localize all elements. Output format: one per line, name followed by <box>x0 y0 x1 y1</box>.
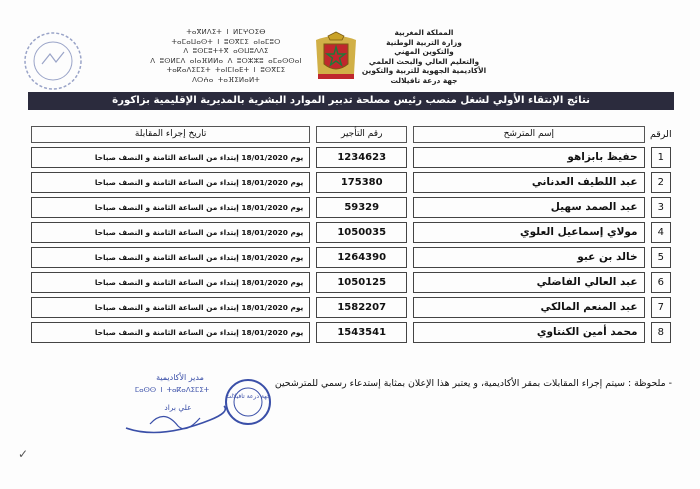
row-num: 3 <box>651 197 671 218</box>
header-name <box>410 126 647 143</box>
header-tifinagh-line: ⵜⴰⵎⴰⵡⴰⵙⵜ ⵏ ⵓⵙⴳⵎⵉ ⴰⵏⴰⵎⵓⵔ <box>171 37 281 46</box>
row-date: يوم 18/01/2020 إبتداء من الساعة الثامنة و النصف صباحا <box>31 147 310 168</box>
row-reg: 1543541 <box>316 322 407 343</box>
row-num: 7 <box>651 297 671 318</box>
table-row <box>28 247 674 268</box>
row-date: يوم 18/01/2020 إبتداء من الساعة الثامنة و النصف صباحا <box>31 222 310 243</box>
row-date: يوم 18/01/2020 إبتداء من الساعة الثامنة و النصف صباحا <box>31 247 310 268</box>
stamp-ring-text: جهة درعة تافيلالت <box>225 393 271 400</box>
row-name: عبد المنعم المالكي <box>413 297 644 318</box>
row-date: يوم 18/01/2020 إبتداء من الساعة الثامنة و النصف صباحا <box>31 197 310 218</box>
header-tifinagh-line: ⵜⴰⴽⴰⴷⵉⵎⵉⵜ ⵜⴰⵏⵎⵏⴰⴹⵜ ⵏ ⵓⵙⴳⵎⵉ <box>166 66 286 75</box>
header-arabic-line: وزارة التربية الوطنية <box>386 37 462 47</box>
table-row <box>28 147 674 168</box>
header-reg <box>313 126 410 143</box>
row-num: 1 <box>651 147 671 168</box>
row-num: 6 <box>651 272 671 293</box>
row-date: يوم 18/01/2020 إبتداء من الساعة الثامنة و النصف صباحا <box>31 272 310 293</box>
table-row <box>28 272 674 293</box>
header-arabic-line: الأكاديمية الجهوية للتربية والتكوين <box>361 66 487 76</box>
row-reg: 1234623 <box>316 147 407 168</box>
header-arabic-line: والتعليم العالي والبحث العلمي <box>368 56 480 66</box>
footnote: - ملحوظة : سيتم إجراء المقابلات بمقر الأكاديمية، و يعتبر هذا الإعلان بمثابة إستدعاء رسمي للمترشحين <box>274 378 672 389</box>
row-name: عبد العالي الفاضلي <box>413 272 644 293</box>
header-arabic-line: جهة درعة تافيلالت <box>390 75 458 85</box>
row-name: عبد اللطيف العدناني <box>413 172 644 193</box>
stamp-line: علي براد <box>164 403 192 412</box>
header-arabic-line: والتكوين المهني <box>394 47 454 57</box>
row-num: 4 <box>651 222 671 243</box>
row-reg: 175380 <box>316 172 407 193</box>
row-reg: 1050035 <box>316 222 407 243</box>
row-reg: 1264390 <box>316 247 407 268</box>
header-date <box>28 126 313 143</box>
header-date-label: تاريخ إجراء المقابلة <box>31 126 310 143</box>
header-tifinagh-line: ⴷ ⵓⵙⵍⵎⴷ ⴰⵏⴰⴼⵍⵍⴰ ⴷ ⵓⵔⵣⵣⵓ ⴰⵎⴰⵙⵙⴰⵏ <box>150 56 302 65</box>
header-name-label: إسم المترشح <box>413 126 644 143</box>
row-date: يوم 18/01/2020 إبتداء من الساعة الثامنة و النصف صباحا <box>31 172 310 193</box>
row-num: 5 <box>651 247 671 268</box>
header-arabic-line: المملكة المغربية <box>394 28 454 37</box>
stamp-line: مدير الأكاديمية <box>156 373 204 382</box>
row-reg: 59329 <box>316 197 407 218</box>
header-num <box>648 126 674 143</box>
stamp-line: ⵎⴰⵙⵙ ⵏ ⵜⴰⴽⴰⴷⵉⵎⵉⵜ <box>134 386 210 394</box>
signature-stamp-icon <box>120 368 275 446</box>
document-title: نتائج الإنتقاء الأولي لشغل منصب رئيس مصلحة تدبير الموارد البشرية بالمديرية الإقليمية بزاكورة <box>28 92 674 110</box>
header-tifinagh-line: ⵜⴰⴳⵍⴷⵉⵜ ⵏ ⵍⵎⵖⵔⵉⴱ <box>186 28 266 36</box>
row-name: محمد أمين الكنتاوي <box>413 322 644 343</box>
row-name: حفيظ بابزاهو <box>413 147 644 168</box>
table-row <box>28 297 674 318</box>
header-tifinagh <box>146 28 306 86</box>
table-row <box>28 222 674 243</box>
round-stamp-icon <box>22 30 84 92</box>
row-date: يوم 18/01/2020 إبتداء من الساعة الثامنة و النصف صباحا <box>31 322 310 343</box>
table-header-row <box>28 126 674 143</box>
row-reg: 1582207 <box>316 297 407 318</box>
row-name: مولاي إسماعيل العلوي <box>413 222 644 243</box>
header-reg-label: رقم التأجير <box>316 126 407 143</box>
row-date: يوم 18/01/2020 إبتداء من الساعة الثامنة و النصف صباحا <box>31 297 310 318</box>
header-arabic <box>344 28 504 86</box>
row-reg: 1050125 <box>316 272 407 293</box>
header-tifinagh-line: ⴷ ⵓⵙⵎⵓⵜⵜⴳ ⴰⵙⵡⵓⴷⴷⵉ <box>183 47 269 56</box>
table-row <box>28 322 674 343</box>
results-table <box>28 122 674 347</box>
row-name: عبد الصمد سهيل <box>413 197 644 218</box>
check-mark-icon: ✓ <box>18 447 29 461</box>
header-tifinagh-line: ⴷⵔⵄⴰ ⵜⴰⴼⵉⵍⴰⵍⵜ <box>192 75 260 84</box>
header-num-label: الرقم <box>649 129 672 140</box>
table-row <box>28 172 674 193</box>
row-num: 8 <box>651 322 671 343</box>
row-num: 2 <box>651 172 671 193</box>
row-name: خالد بن عبو <box>413 247 644 268</box>
table-row <box>28 197 674 218</box>
